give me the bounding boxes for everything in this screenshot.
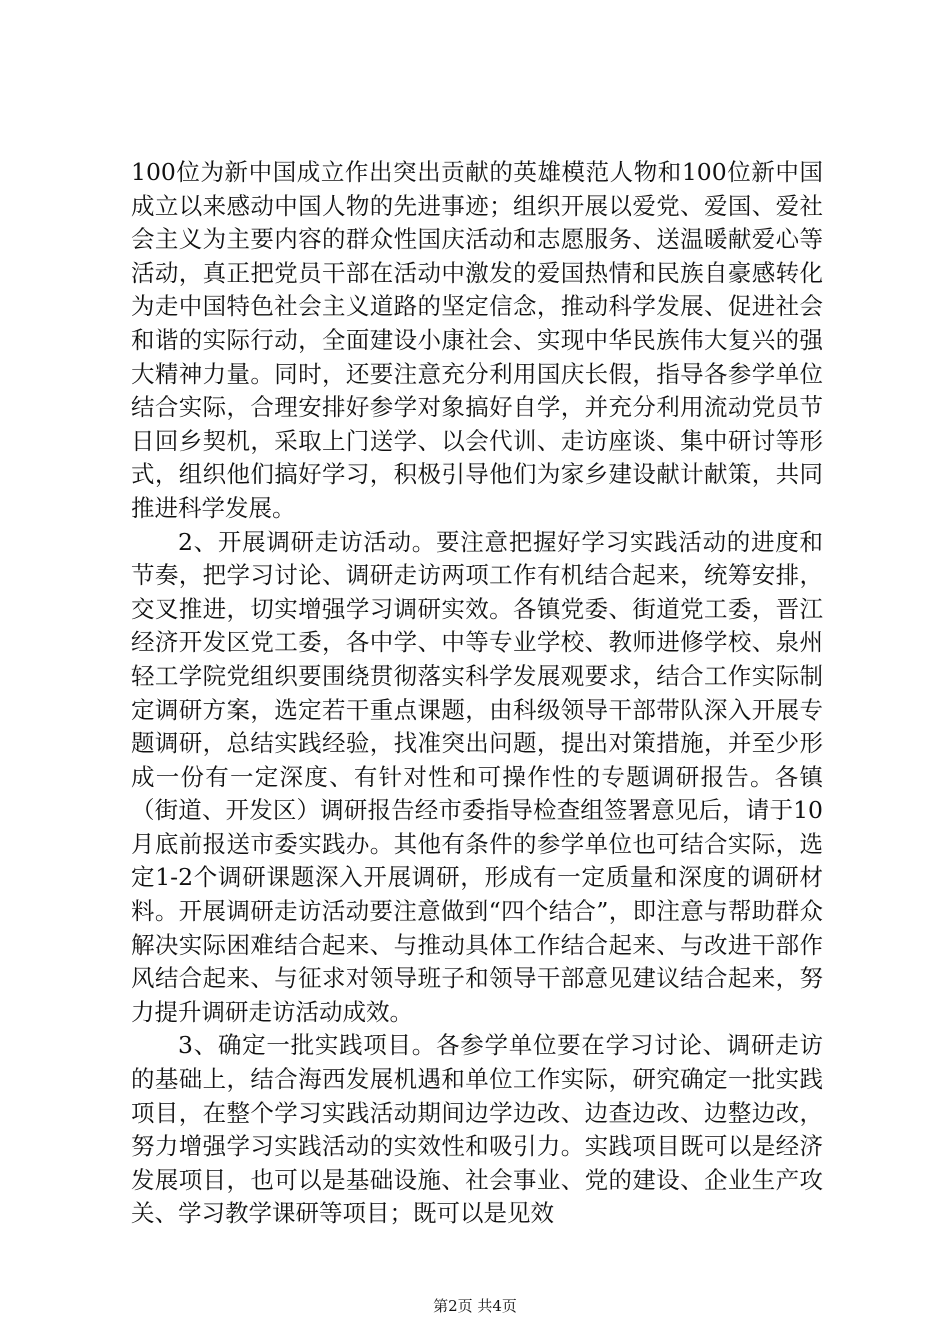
- paragraph-2: 2、开展调研走访活动。要注意把握好学习实践活动的进度和节奏，把学习讨论、调研走访两项工作有机结合起来，统筹安排，交叉推进，切实增强学习调研实效。各镇党委、街道党工委，晋江经济开发区党工委，各中学、中等专业学校、教师进修学校、泉州轻工学院党组织要围绕贯彻落实科学发展观要求，结合工作实际制定调研方案，选定若干重点课题，由科级领导干部带队深入开展专题调研，总结实践经验，找准突出问题，提出对策措施，并至少形成一份有一定深度、有针对性和可操作性的专题调研报告。各镇（街道、开发区）调研报告经市委指导检查组签署意见后，请于10月底前报送市委实践办。其他有条件的参学单位也可结合实际，选定1-2个调研课题深入开展调研，形成有一定质量和深度的调研材料。开展调研走访活动要注意做到“四个结合”，即注意与帮助群众解决实际困难结合起来、与推动具体工作结合起来、与改进干部作风结合起来、与征求对领导班子和领导干部意见建议结合起来，努力提升调研走访活动成效。: [131, 527, 823, 1026]
- paragraph-1: 100位为新中国成立作出突出贡献的英雄模范人物和100位新中国成立以来感动中国人物的先进事迹；组织开展以爱党、爱国、爱社会主义为主要内容的群众性国庆活动和志愿服务、送温暖献爱心等活动，真正把党员干部在活动中激发的爱国热情和民族自豪感转化为走中国特色社会主义道路的坚定信念，推动科学发展、促进社会和谐的实际行动，全面建设小康社会、实现中华民族伟大复兴的强大精神力量。同时，还要注意充分利用国庆长假，指导各参学单位结合实际，合理安排好参学对象搞好自学，并充分利用流动党员节日回乡契机，采取上门送学、以会代训、走访座谈、集中研讨等形式，组织他们搞好学习，积极引导他们为家乡建设献计献策，共同推进科学发展。: [131, 158, 823, 522]
- document-body: [131, 156, 823, 1231]
- page-number-footer: 第2页 共4页: [433, 1297, 517, 1315]
- paragraph-3: 3、确定一批实践项目。各参学单位要在学习讨论、调研走访的基础上，结合海西发展机遇和单位工作实际，研究确定一批实践项目，在整个学习实践活动期间边学边改、边查边改、边整边改，努力增强学习实践活动的实效性和吸引力。实践项目既可以是经济发展项目，也可以是基础设施、社会事业、党的建设、企业生产攻关、学习教学课研等项目；既可以是见效: [131, 1031, 823, 1228]
